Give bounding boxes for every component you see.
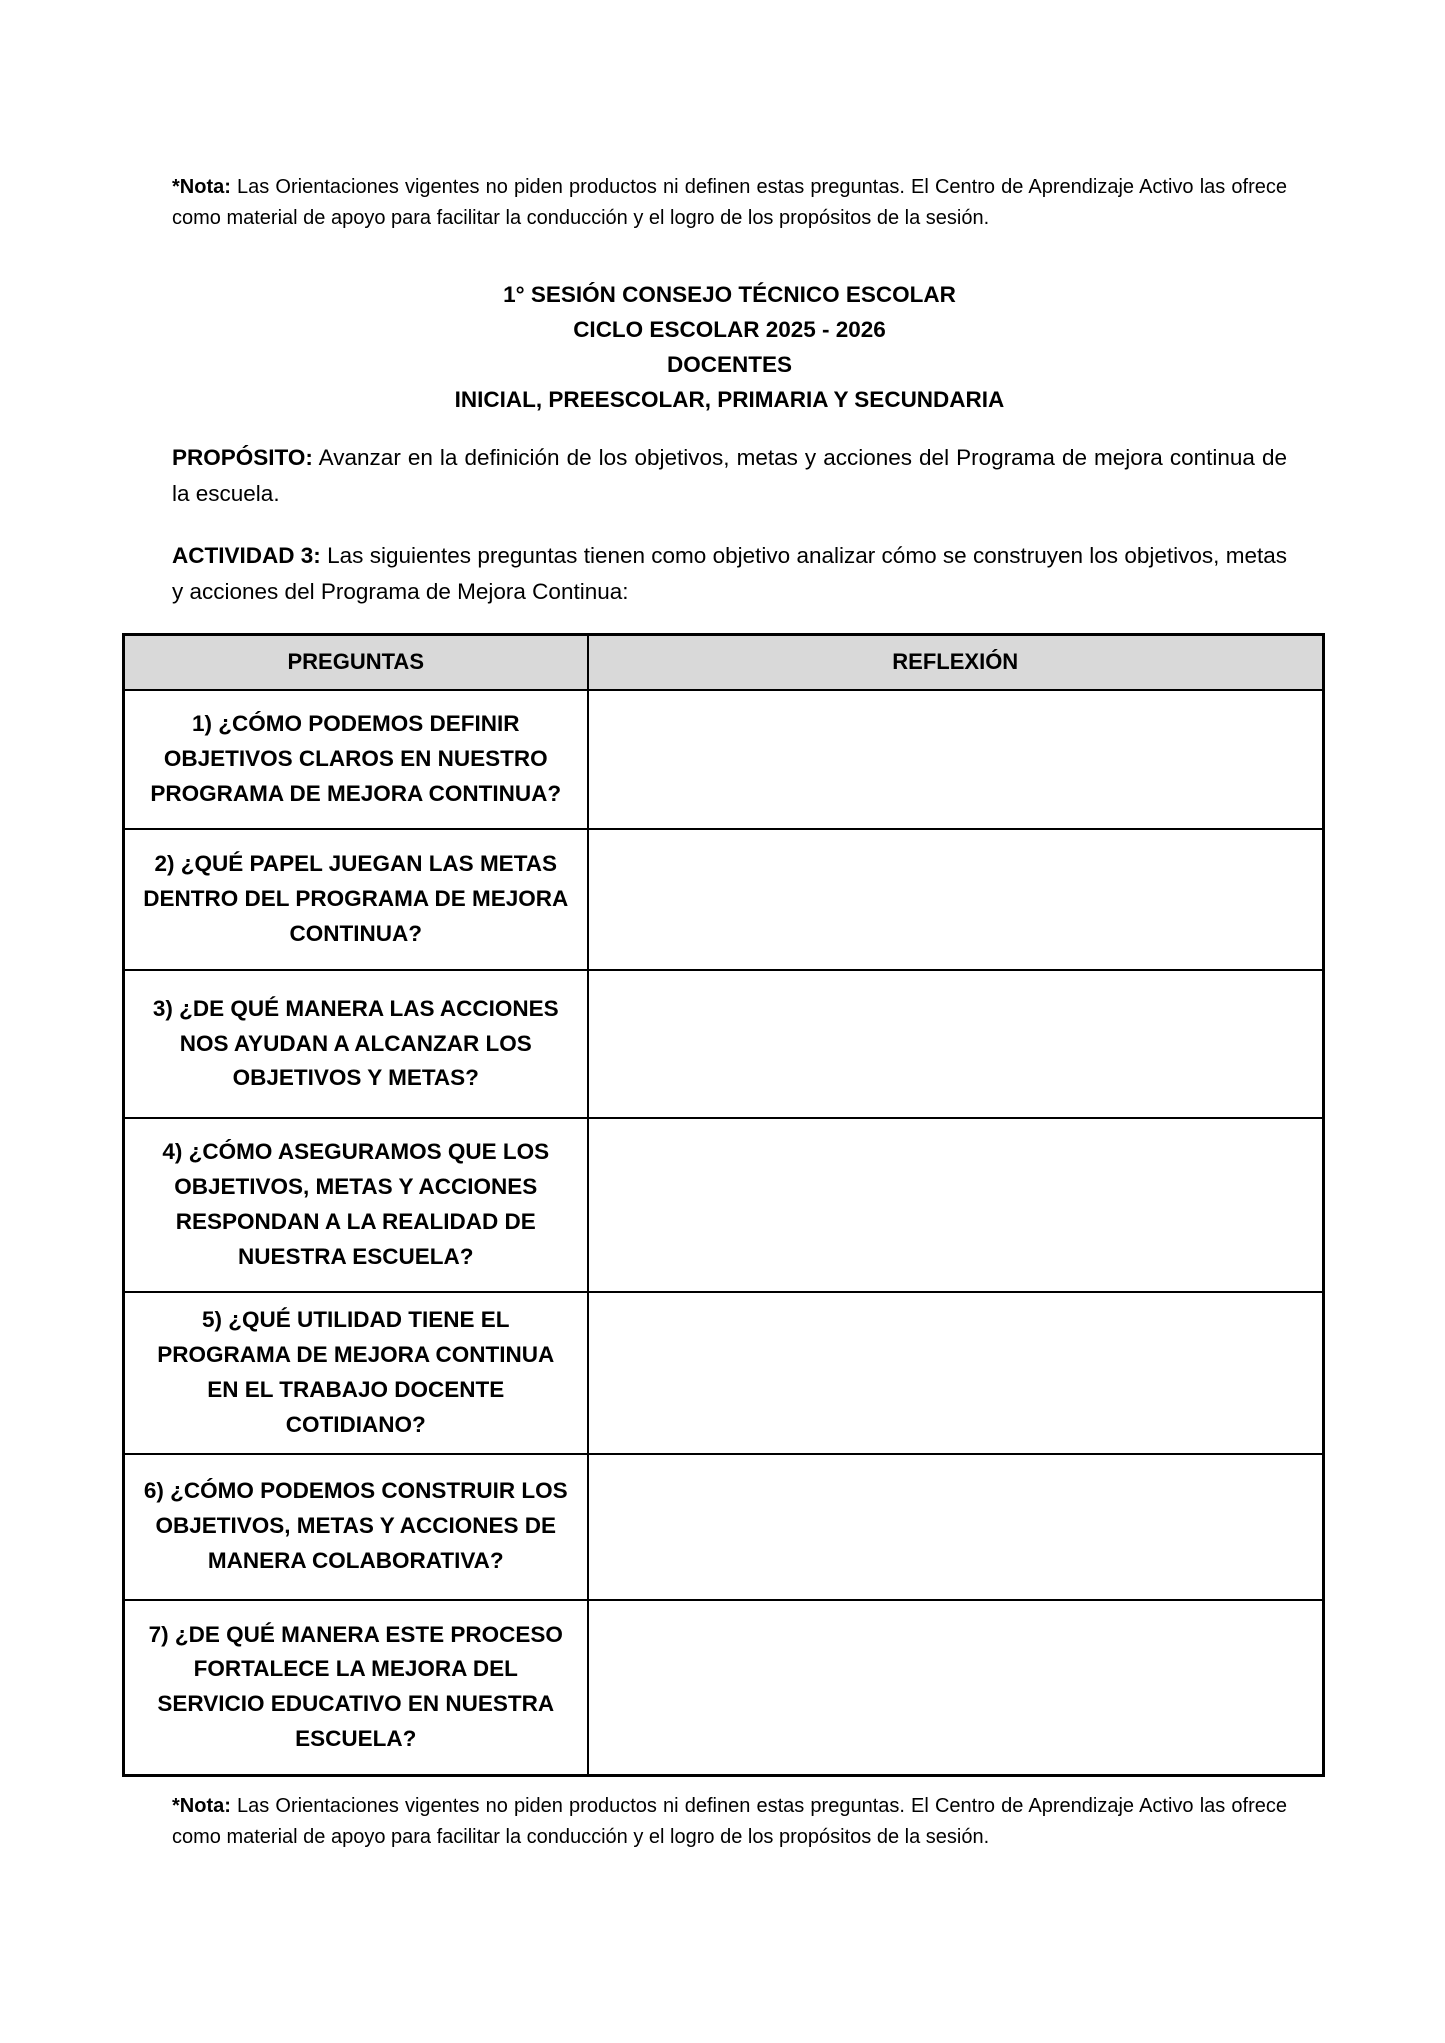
top-note (172, 172, 1287, 234)
title-cycle: CICLO ESCOLAR 2025 - 2026 (573, 316, 886, 342)
reflexion-cell-1 (588, 690, 1324, 829)
reflexion-cell-3 (588, 970, 1324, 1118)
reflexion-cell-4 (588, 1118, 1324, 1292)
proposito-paragraph (172, 440, 1287, 512)
question-cell-6: 6) ¿CÓMO PODEMOS CONSTRUIR LOS OBJETIVOS, METAS Y ACCIONES DE MANERA COLABORATIVA? (124, 1454, 588, 1600)
table-row (124, 970, 1324, 1118)
header-reflexion: REFLEXIÓN (588, 634, 1324, 690)
title-levels: INICIAL, PREESCOLAR, PRIMARIA Y SECUNDARIA (454, 386, 1005, 412)
question-cell-4: 4) ¿CÓMO ASEGURAMOS QUE LOS OBJETIVOS, METAS Y ACCIONES RESPONDAN A LA REALIDAD DE NUESTRA ESCUELA? (124, 1118, 588, 1292)
bottom-note-text: Las Orientaciones vigentes no piden productos ni definen estas preguntas. El Centro de Aprendizaje Activo las ofrece como material de apoyo para facilitar la conducción y el logro de los propósitos de la sesión. (172, 1795, 1287, 1848)
question-cell-7: 7) ¿DE QUÉ MANERA ESTE PROCESO FORTALECE LA MEJORA DEL SERVICIO EDUCATIVO EN NUESTRA ESCUELA? (124, 1600, 588, 1776)
reflexion-cell-5 (588, 1292, 1324, 1454)
bottom-note-label: *Nota: (172, 1795, 231, 1817)
header-preguntas: PREGUNTAS (124, 634, 588, 690)
question-cell-2: 2) ¿QUÉ PAPEL JUEGAN LAS METAS DENTRO DEL PROGRAMA DE MEJORA CONTINUA? (124, 829, 588, 970)
proposito-label: PROPÓSITO: (172, 445, 313, 470)
question-cell-5: 5) ¿QUÉ UTILIDAD TIENE EL PROGRAMA DE MEJORA CONTINUA EN EL TRABAJO DOCENTE COTIDIANO? (124, 1292, 588, 1454)
table-header-row (124, 634, 1324, 690)
table-row (124, 829, 1324, 970)
table-row (124, 1454, 1324, 1600)
title-session: 1° SESIÓN CONSEJO TÉCNICO ESCOLAR (503, 282, 956, 307)
reflexion-cell-2 (588, 829, 1324, 970)
table-row (124, 1600, 1324, 1776)
bottom-note (172, 1791, 1287, 1853)
document-title-block (172, 278, 1287, 418)
question-cell-3: 3) ¿DE QUÉ MANERA LAS ACCIONES NOS AYUDAN A ALCANZAR LOS OBJETIVOS Y METAS? (124, 970, 588, 1118)
table-row (124, 690, 1324, 829)
actividad-label: ACTIVIDAD 3: (172, 543, 321, 568)
top-note-text: Las Orientaciones vigentes no piden productos ni definen estas preguntas. El Centro de Aprendizaje Activo las ofrece como material de apoyo para facilitar la conducción y el logro de los propósitos de la sesión. (172, 176, 1287, 229)
top-note-label: *Nota: (172, 176, 231, 198)
table-row (124, 1118, 1324, 1292)
reflexion-cell-7 (588, 1600, 1324, 1776)
proposito-text: Avanzar en la definición de los objetivos, metas y acciones del Programa de mejora continua de la escuela. (172, 445, 1287, 506)
table-row (124, 1292, 1324, 1454)
questions-table (122, 633, 1325, 1778)
title-audience: DOCENTES (666, 351, 792, 377)
actividad-text: Las siguientes preguntas tienen como objetivo analizar cómo se construyen los objetivos, metas y acciones del Programa de Mejora Continua: (172, 543, 1287, 604)
question-cell-1: 1) ¿CÓMO PODEMOS DEFINIR OBJETIVOS CLAROS EN NUESTRO PROGRAMA DE MEJORA CONTINUA? (124, 690, 588, 829)
reflexion-cell-6 (588, 1454, 1324, 1600)
actividad-paragraph (172, 538, 1287, 610)
